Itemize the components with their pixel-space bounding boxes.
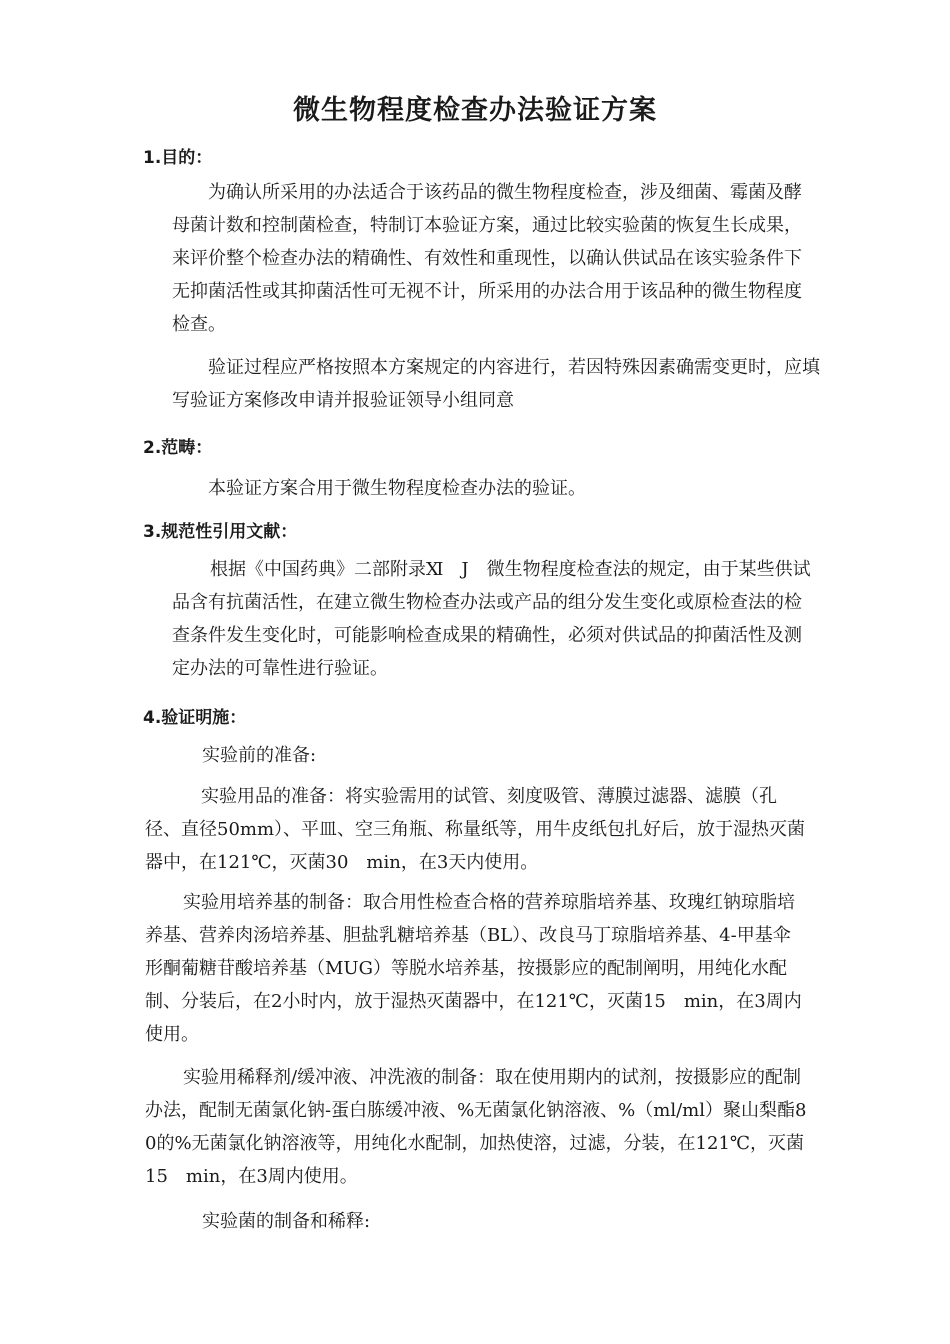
diluent-paragraph: 实验用稀释剂/缓冲液、冲洗液的制备：取在使用期内的试剂，按摄影应的配制办法，配制无菌氯化钠-蛋白胨缓冲液、%无菌氯化钠溶液、%（ml/ml）聚山梨酯80的%无菌氯化钠溶液等，用纯化水配制，加热使溶，过滤，分装，在121℃，灭菌15 min，在3周内使用。 <box>145 1067 807 1187</box>
section-heading-measures: 4.验证明施： <box>143 708 247 728</box>
section-heading-purpose: 1.目的： <box>143 148 213 168</box>
references-paragraph: 根据《中国药典》二部附录Ⅺ J 微生物程度检查法的规定，由于某些供试品含有抗菌活性，在建立微生物检查办法或产品的组分发生变化或原检查法的检查条件发生变化时，可能影响检查成果的精确性，必须对供试品的抑菌活性及测定办法的可靠性进行验证。 <box>172 559 811 679</box>
media-paragraph: 实验用培养基的制备：取合用性检查合格的营养琼脂培养基、玫瑰红钠琼脂培养基、营养肉汤培养基、胆盐乳糖培养基（BL）、改良马丁琼脂培养基、4-甲基伞形酮葡糖苷酸培养基（MUG）等脱水培养基，按摄影应的配制阐明，用纯化水配制、分装后，在2小时内，放于湿热灭菌器中，在121℃，灭菌15 min，在3周内使用。 <box>145 892 802 1045</box>
supplies-paragraph: 实验用品的准备：将实验需用的试管、刻度吸管、薄膜过滤器、滤膜（孔径、直径50mm）、平皿、空三角瓶、称量纸等，用牛皮纸包扎好后，放于湿热灭菌器中，在121℃，灭菌30 min，在3天内使用。 <box>145 786 806 873</box>
purpose-paragraph-2: 验证过程应严格按照本方案规定的内容进行，若因特殊因素确需变更时，应填写验证方案修改申请并报验证领导小组同意 <box>172 357 820 411</box>
page-title: 微生物程度检查办法验证方案 <box>293 95 657 126</box>
section-heading-scope: 2.范畴： <box>143 438 213 458</box>
scope-paragraph: 本验证方案合用于微生物程度检查办法的验证。 <box>208 478 586 499</box>
preparation-line: 实验前的准备: <box>202 745 317 766</box>
section-heading-references: 3.规范性引用文献： <box>143 522 298 542</box>
strains-line: 实验菌的制备和稀释: <box>202 1211 371 1232</box>
purpose-paragraph-1: 为确认所采用的办法适合于该药品的微生物程度检查，涉及细菌、霉菌及酵母菌计数和控制菌检查，特制订本验证方案，通过比较实验菌的恢复生长成果，来评价整个检查办法的精确性、有效性和重现性，以确认供试品在该实验条件下无抑菌活性或其抑菌活性可无视不计，所采用的办法合用于该品种的微生物程度检查。 <box>172 182 802 335</box>
